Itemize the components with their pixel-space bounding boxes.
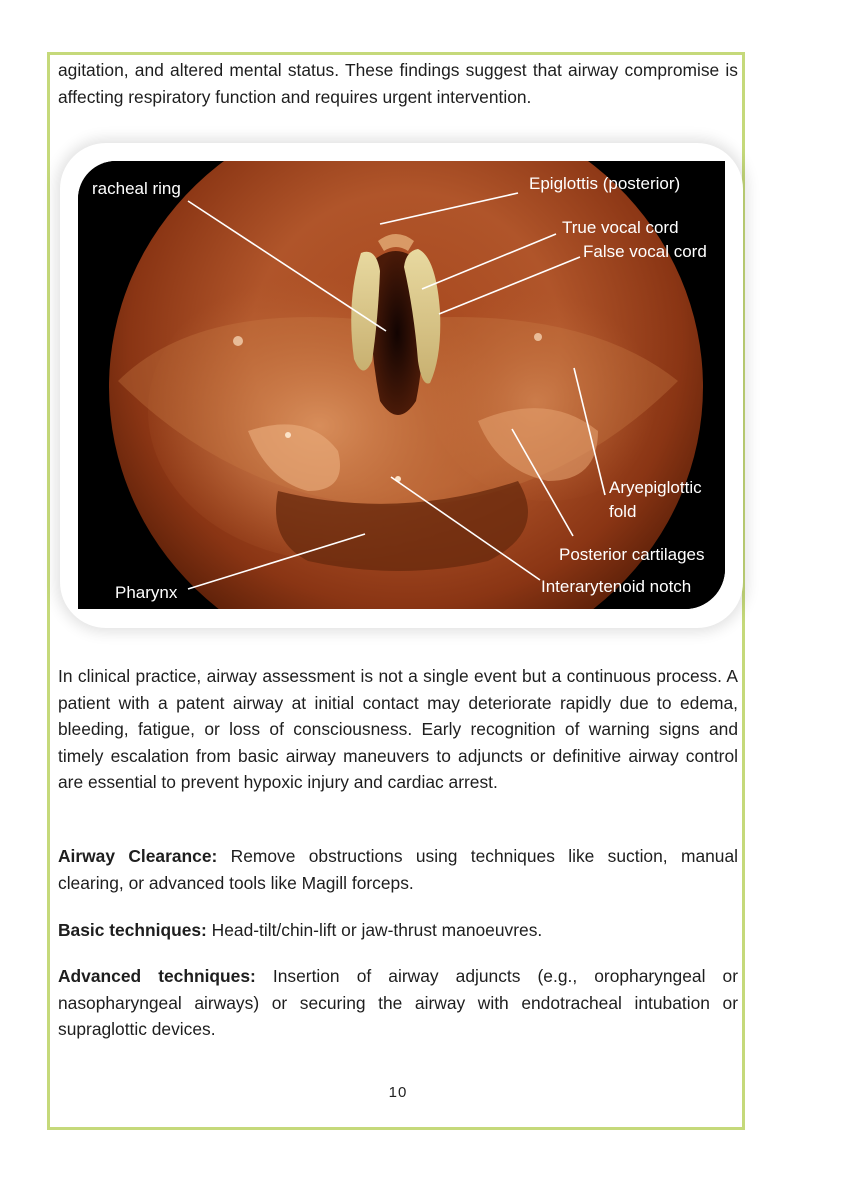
basic-techniques-text: Head-tilt/chin-lift or jaw-thrust manoeuvres.	[206, 920, 543, 940]
label-aryepiglottic: Aryepiglottic	[609, 478, 702, 497]
airway-clearance-text: Remove obstructions using techniques like suction, manual clearing, or advanced tools like Magill forceps.	[58, 846, 738, 893]
label-true-vocal-cord: True vocal cord	[562, 218, 679, 237]
airway-clearance-paragraph	[58, 843, 738, 896]
label-pharynx: Pharynx	[115, 583, 178, 602]
larynx-illustration	[78, 161, 725, 609]
advanced-techniques-heading: Advanced techniques:	[58, 966, 256, 986]
basic-techniques-heading: Basic techniques:	[58, 920, 207, 940]
label-interarytenoid-notch: Interarytenoid notch	[541, 577, 692, 596]
page-number: 10	[388, 1084, 408, 1101]
basic-techniques-paragraph	[58, 917, 738, 944]
intro-paragraph: agitation, and altered mental status. These findings suggest that airway compromise is affecting respiratory function and requires urgent intervention.	[58, 60, 738, 107]
advanced-techniques-text: Insertion of airway adjuncts (e.g., oropharyngeal or nasopharyngeal airways) or securing the airway with endotracheal intubation or supraglottic devices.	[58, 966, 738, 1039]
clinical-practice-paragraph: In clinical practice, airway assessment is not a single event but a continuous process. A patient with a patent airway at initial contact may deteriorate rapidly due to edema, bleeding, fatigue, or loss of consciousness. Early recognition of warning signs and timely escalation from basic airway maneuvers to adjuncts or definitive airway control are essential to prevent hypoxic injury and cardiac arrest.	[58, 666, 738, 792]
label-epiglottis: Epiglottis (posterior)	[529, 174, 681, 193]
label-aryepiglottic-fold: fold	[609, 502, 637, 521]
larynx-figure	[78, 161, 725, 609]
label-false-vocal-cord: False vocal cord	[583, 242, 707, 261]
airway-clearance-heading: Airway Clearance:	[58, 846, 218, 866]
label-posterior-cartilages: Posterior cartilages	[559, 545, 705, 564]
label-tracheal-ring: racheal ring	[92, 179, 181, 198]
advanced-techniques-paragraph	[58, 963, 738, 1043]
